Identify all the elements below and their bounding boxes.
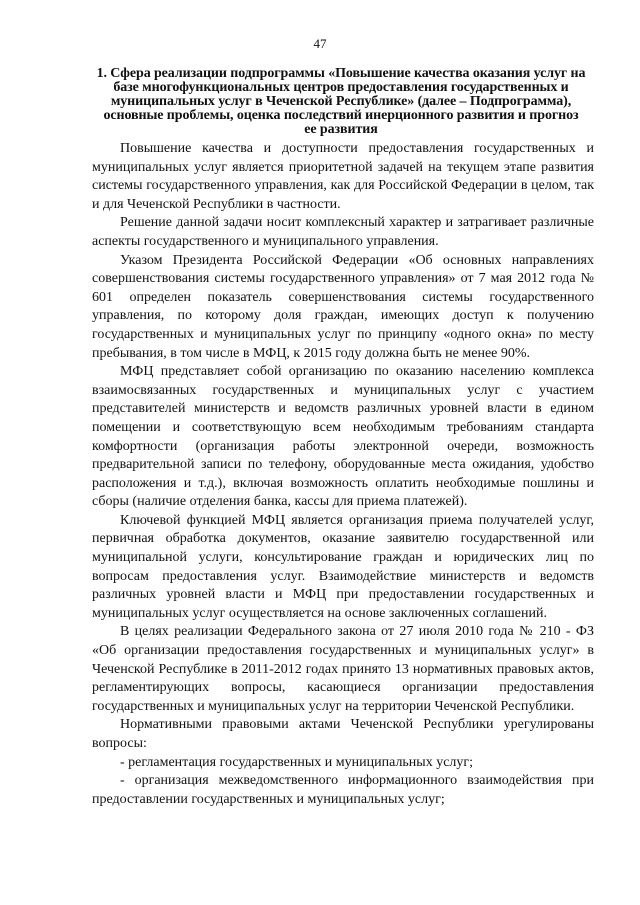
paragraph-normative-acts: Нормативными правовыми актами Чеченской Республики урегулированы вопросы:	[92, 717, 594, 751]
paragraph-mfc-definition: МФЦ представляет собой организацию по оказанию населению комплекса взаимосвязанных государственных и муниципальных услуг с участием представителей министерств и ведомств различных уровней власти в едином помещении и соответствующую всем необходимым требованиям стандарта комфортности (организация работы электронной очереди, возможность предварительной записи по телефону, оборудованные места ожидания, удобство расположения и т.д.), включая возможность оплатить необходимые пошлины и сборы (наличие отделения банка, кассы для приема платежей).	[92, 364, 594, 510]
body-text	[92, 140, 594, 809]
paragraph-decree: Указом Президента Российской Федерации «Об основных направлениях совершенствования системы государственного управления» от 7 мая 2012 года № 601 определен показатель совершенствования системы государственного управления, по которому доля граждан, имеющих доступ к получению государственных и муниципальных услуг по принципу «одного окна» по месту пребывания, в том числе в МФЦ, к 2015 году должна быть не менее 90%.	[92, 252, 594, 361]
list-item-interaction: - организация межведомственного информационного взаимодействия при предоставлении государственных и муниципальных услуг;	[92, 773, 594, 807]
page-number: 47	[313, 36, 327, 51]
paragraph-intro: Повышение качества и доступности предоставления государственных и муниципальных услуг является приоритетной задачей на текущем этапе развития системы государственного управления, как для Российской Федерации в целом, так и для Чеченской Республики в частности.	[92, 141, 594, 212]
list-item-regulation: - регламентация государственных и муниципальных услуг;	[120, 754, 474, 770]
section-heading: 1. Сфера реализации подпрограммы «Повышение качества оказания услуг на базе многофункциональных центров предоставления государственных и муниципальных услуг в Чеченской Республике» (далее – Подпрограмма), основные проблемы, оценка последствий инерционного развития и прогноз ее развития	[96, 66, 586, 137]
paragraph-federal-law: В целях реализации Федерального закона от 27 июля 2010 года № 210 - ФЗ «Об организации предоставления государственных и муниципальных услуг» в Чеченской Республике в 2011-2012 годах принято 13 нормативных правовых актов, регламентирующих вопросы, касающиеся организации предоставления государственных и муниципальных услуг на территории Чеченской Республики.	[92, 624, 594, 714]
paragraph-mfc-function: Ключевой функцией МФЦ является организация приема получателей услуг, первичная обработка документов, оказание заявителю государственной или муниципальной услуги, консультирование граждан и юридических лиц по вопросам предоставления услуг. Взаимодействие министерств и ведомств различных уровней власти и МФЦ при предоставлении государственных и муниципальных услуг осуществляется на основе заключенных соглашений.	[92, 512, 594, 621]
paragraph-task: Решение данной задачи носит комплексный характер и затрагивает различные аспекты государственного и муниципального управления.	[92, 215, 594, 249]
